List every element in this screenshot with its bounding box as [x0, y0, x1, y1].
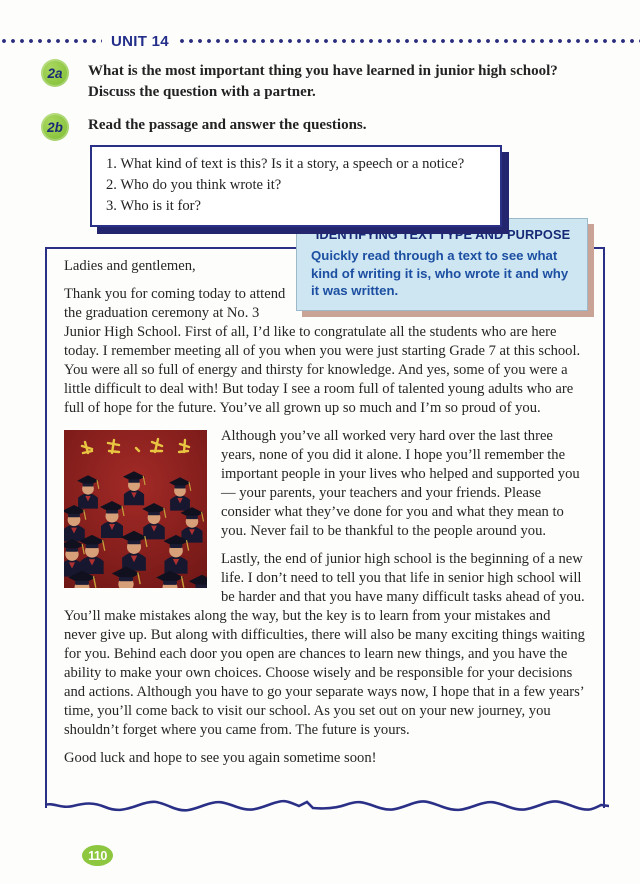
passage-paragraph-1: Thank you for coming today to attend the graduation ceremony at No. 3 Junior High School. First of all, I’d like to congratulate all the students who are here today. I remember meeting all of you when you were just starting Grade 7 at this school. You were all so full of energy and thirsty for knowledge. And yes, some of you were a little difficult to deal with! But today I see a room full of talented young adults who are full of hope for the future. You’ve all grown up so much and I’m so proud of you. [64, 286, 581, 416]
unit-label: UNIT 14 [111, 32, 169, 50]
graduation-photo [64, 430, 207, 588]
question-1: 1. What kind of text is this? Is it a story, a speech or a notice? [106, 156, 465, 172]
tip-body: Quickly read through a text to see what kind of writing it is, who wrote it and why it was written. [311, 248, 569, 298]
page-number: 110 [88, 848, 107, 863]
question-3: 3. Who is it for? [106, 198, 201, 214]
questions-box [90, 145, 502, 227]
exercise-2b-badge: 2b [41, 113, 69, 141]
page-number-badge [82, 845, 113, 866]
passage-paragraph-4: Good luck and hope to see you again sometime soon! [64, 750, 377, 766]
tip-title: IDENTIFYING TEXT TYPE AND PURPOSE [315, 227, 571, 242]
passage-salutation: Ladies and gentlemen, [64, 258, 196, 274]
exercise-2a [41, 59, 604, 103]
unit-header [0, 33, 640, 49]
wavy-bottom-edge [45, 799, 609, 817]
reading-strategy-tip-box [296, 218, 588, 311]
passage-paragraph-3: Lastly, the end of junior high school is the beginning of a new life. I don’t need to tell you that life in senior high school will be harder and that you have many difficult tasks ahead of you. You’ll make mistakes along the way, but the key is to learn from your mistakes and never give up. But along with difficulties, there will also be many exciting things waiting for you. Behind each door you open are chances to learn new things, and you have the ability to make your own choices. Choose wisely and be responsible for your decisions and actions. Although you have to go your separate ways now, I hope that in a few years’ time, you’ll come back to visit our school. As you set out on your new journey, you shouldn’t forget where you came from. The future is yours. [64, 551, 585, 738]
dotted-rule-right [178, 38, 640, 44]
passage-paragraph-2: Although you’ve all worked very hard over the last three years, none of you did it alone. I hope you’ll remember the important people in your lives who helped and supported you — your parents, your teachers and your friends. Please consider what they’ve done for you and what they mean to you. Never fail to be thankful to the people around you. [221, 428, 580, 539]
passage-box [45, 247, 605, 808]
dotted-rule-left [0, 38, 102, 44]
question-2: 2. Who do you think wrote it? [106, 177, 282, 193]
exercise-2b-instruction: Read the passage and answer the questions. [88, 117, 367, 133]
exercise-2a-instruction: What is the most important thing you have learned in junior high school? Discuss the question with a partner. [88, 63, 558, 100]
exercise-2b [41, 113, 604, 141]
exercise-2a-badge: 2a [41, 59, 69, 87]
